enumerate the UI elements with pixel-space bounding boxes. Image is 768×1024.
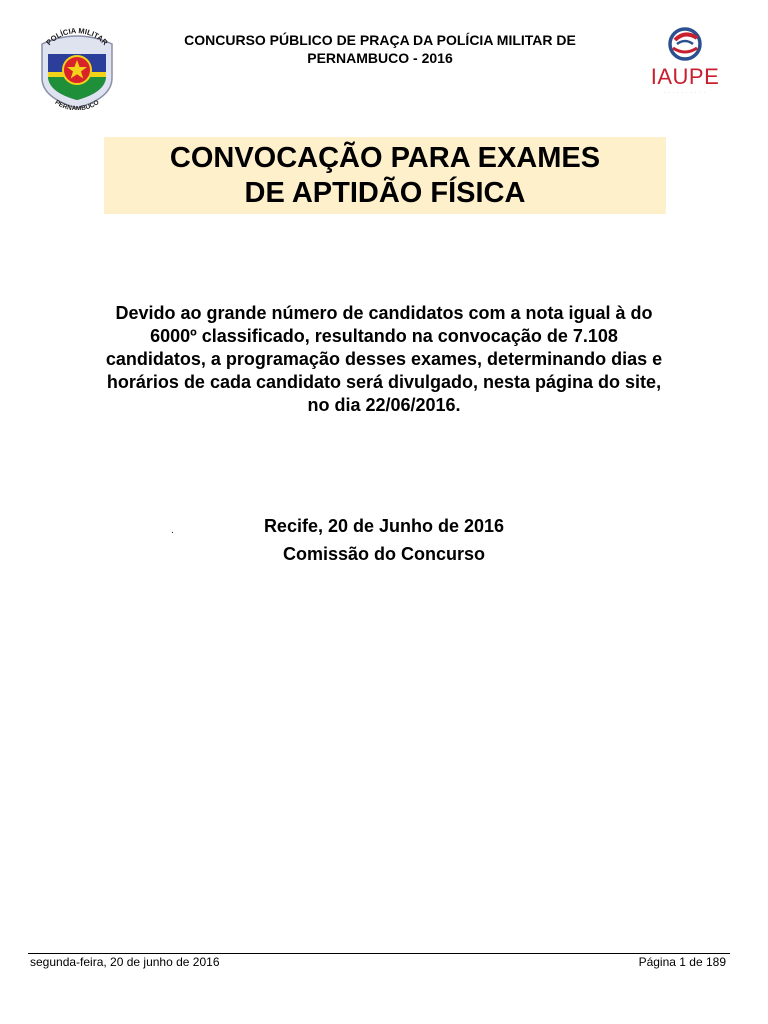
header-title-line-2: PERNAMBUCO - 2016 (307, 50, 453, 66)
notice-line-5: no dia 22/06/2016. (307, 395, 461, 415)
iaupe-wordmark: IAUPE (650, 64, 720, 89)
notice-line-2: 6000º classificado, resultando na convocação de 7.108 (150, 326, 618, 346)
notice-line-3: candidatos, a programação desses exames, determinando dias e (105, 349, 663, 369)
police-emblem-graphic (34, 26, 120, 110)
notice-line-4: horários de cada candidato será divulgado, nesta página do site, (106, 372, 662, 392)
header-title (130, 31, 630, 67)
iaupe-tagline-decoration: · · · · · · · · · · (663, 90, 707, 95)
svg-text:POLÍCIA MILITAR: POLÍCIA MILITAR (44, 26, 110, 48)
signature-block (184, 512, 584, 568)
signer: Comissão do Concurso (282, 544, 486, 564)
notice-line-1: Devido ao grande número de candidatos com a nota igual à do (115, 303, 653, 323)
place-date: Recife, 20 de Junho de 2016 (263, 516, 505, 536)
iaupe-swirl-emblem-icon (645, 26, 725, 66)
title-line-1: CONVOCAÇÃO PARA EXAMES (169, 141, 601, 174)
footer-divider (28, 953, 730, 954)
svg-text:PERNAMBUCO: PERNAMBUCO (53, 99, 101, 110)
iaupe-logo (645, 26, 725, 100)
footer-page-number: Página 1 de 189 (638, 955, 726, 969)
stray-dot: . (171, 525, 174, 536)
header-title-line-1: CONCURSO PÚBLICO DE PRAÇA DA POLÍCIA MILITAR DE (184, 32, 576, 48)
title-box (104, 137, 666, 214)
police-shield-emblem-icon (34, 26, 120, 110)
title-line-2: DE APTIDÃO FÍSICA (244, 176, 526, 209)
notice-paragraph (48, 302, 720, 417)
footer-date: segunda-feira, 20 de junho de 2016 (30, 955, 220, 969)
